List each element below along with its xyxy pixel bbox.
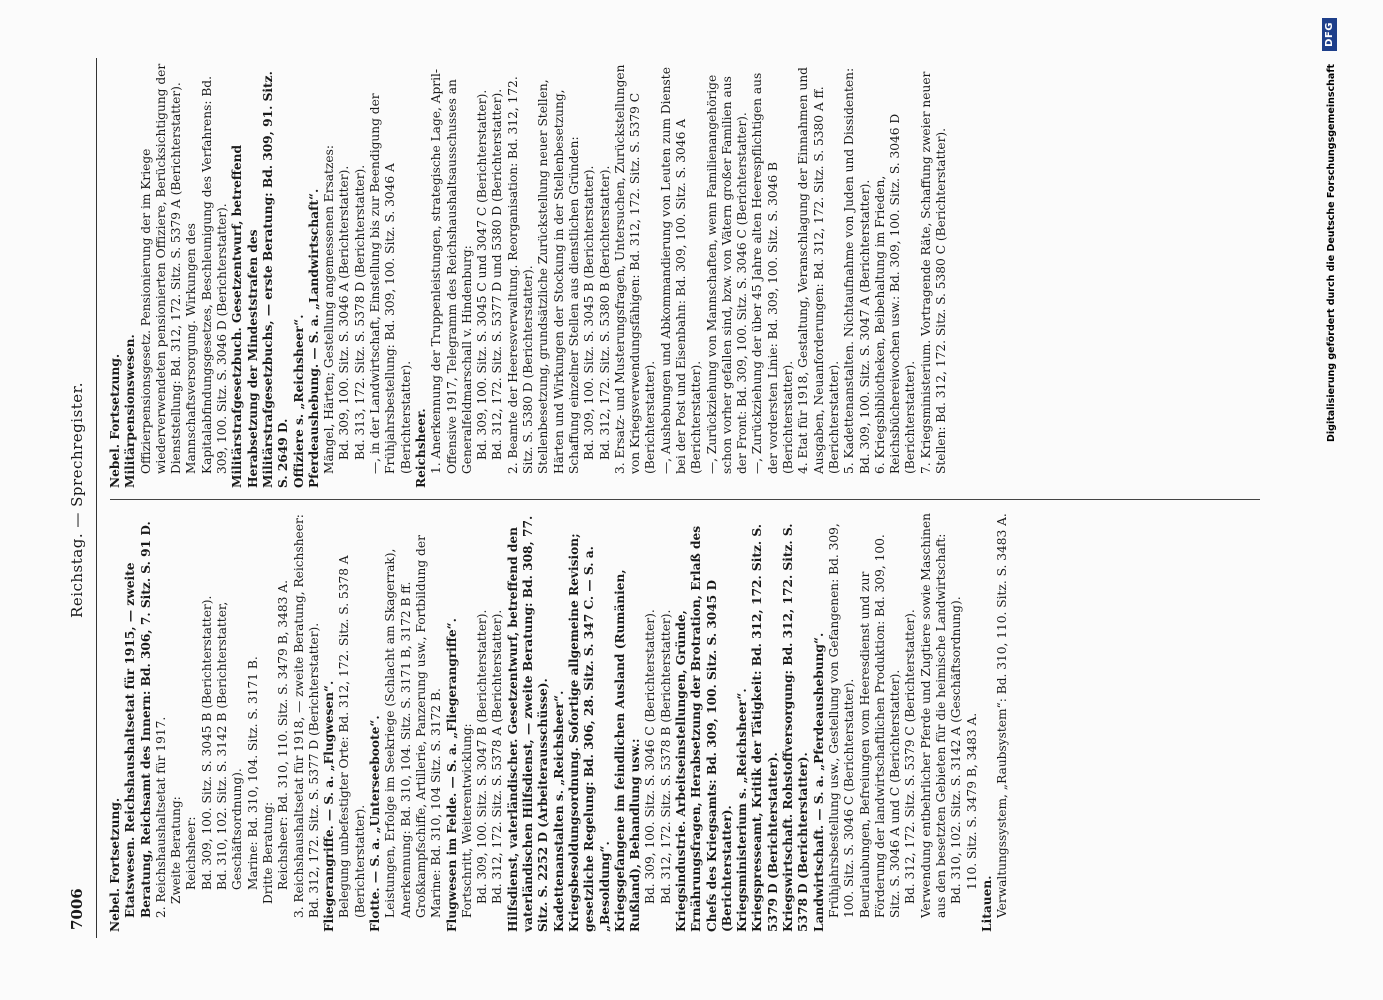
register-entry: Belegung unbefestigter Orte: Bd. 312, 172. Sitz. S. 5378 A (Berichterstatter). <box>337 555 367 918</box>
page-title: Reichstag. — Sprechregister. <box>68 382 86 618</box>
column-divider <box>110 499 1260 500</box>
register-entry: Frühjahrsbestellung usw., Gestellung von Gefangenen: Bd. 309, 100. Sitz. S. 3046 C (Berichterstatter). <box>826 523 857 918</box>
register-entry: Litauen. <box>979 875 994 932</box>
register-entry: Bd. 312, 172. Sitz. S. 5378 B (Berichterstatter). <box>658 609 673 904</box>
register-entry: Zweite Beratung: <box>169 796 184 904</box>
register-entry: Reichsheer. <box>413 408 428 488</box>
dfg-logo: DFG <box>1322 18 1337 51</box>
register-entry: 2. Beamte der Heeresverwaltung. Reorganisation: Bd. 312, 172. Sitz. S. 5380 D (Berichterstatter). <box>505 76 536 474</box>
register-entry: Kriegsbesoldungsordnung. Sofortige allgemeine Revision; gesetzliche Regelung: Bd. 306, 28. Sitz. S. 347 C. — S. a. „Besoldung“. <box>566 533 612 932</box>
register-entry: Nebel. Fortsetzung. <box>108 797 122 932</box>
register-entry: Bd. 309, 100. Sitz. S. 3045 B (Berichterstatter). <box>199 595 214 890</box>
register-entry: Marine: Bd. 310, 104. Sitz. S. 3171 B. <box>245 656 260 890</box>
page-header <box>60 0 100 1000</box>
register-entry: Flotte. — S. a. „Unterseeboote“. <box>368 715 383 932</box>
register-entry: Bd. 310, 102. Sitz. S. 3142 B (Berichterstatter, Geschäftsordnung). <box>215 601 245 890</box>
register-entry: 7. Kriegsministerium. Vortragende Räte, Schaffung zweier neuer Stellen: Bd. 312, 172. Sitz. S. 5380 C (Berichterstatter). <box>918 71 949 474</box>
register-entry: Fortschritt, Weiterentwicklung: <box>459 723 474 918</box>
register-entry: Hilfsdienst, vaterländischer. Gesetzentwurf, betreffend den vaterländischen Hilfsdienst, — zweite Beratung: Bd. 308, 77. Sitz. S. 2252 D (Arbeiterausschüsse). <box>505 515 551 932</box>
register-entry: 110. Sitz. S. 3479 B, 3483 A. <box>964 712 979 890</box>
register-entry: Bd. 312, 172. Sitz. S. 5380 B (Berichterstatter). <box>597 165 612 460</box>
register-entry: Kriegsgefangene im feindlichen Ausland (Rumänien, Rußland), Behandlung usw.: <box>612 569 643 932</box>
header-rule <box>96 58 97 938</box>
register-entry: Beurlaubungen, Befreiungen vom Heeresdienst und zur Förderung der landwirtschaftlichen Produktion: Bd. 309, 100. Sitz. S. 3046 A und C (Berichterstatter). <box>857 534 903 918</box>
register-entry: Kriegswirtschaft. Rohstoffversorgung: Bd. 312, 172. Sitz. S. 5378 D (Berichterstatter). <box>781 523 811 932</box>
register-entry: —, Aushebungen und Abkommandierung von Leuten zum Dienste bei der Post und Eisenbahn: Bd. 309, 100. Sitz. S. 3046 A (Berichterstatter). <box>658 67 704 474</box>
register-entry: 3. Ersatz- und Musterungsfragen, Untersuchen, Zurückstellungen von Kriegsverwendungsfähigen: Bd. 312, 172. Sitz. S. 5379 C (Berichterstatter). <box>612 64 658 474</box>
register-entry: Offiziere s. „Reichsheer“. <box>291 314 306 488</box>
register-entry: Bd. 309, 100. Sitz. S. 3045 B (Berichterstatter). <box>582 165 597 460</box>
register-entry: 2. Reichshaushaltsetat für 1917. <box>153 716 168 918</box>
register-entry: Stellenbesetzung, grundsätzliche Zurückstellung neuer Stellen, Härten und Wirkungen der Stockung in der Stellenbesetzung, Schaffung einzelner Stellen aus dienstlichen Gründen: <box>536 79 581 474</box>
register-entry: Reichsheer: <box>184 816 199 890</box>
register-entry: Dritte Beratung: <box>260 801 275 904</box>
register-entry: Landwirtschaft. — S. a. „Pferdeaushebung“. <box>811 632 826 932</box>
register-entry: Militärstrafgesetzbuch. Gesetzentwurf, betreffend Herabsetzung der Mindeststrafen des Militärstrafgesetzbuchs, — erste Beratung: Bd. 309, 91. Sitz. S. 2649 D. <box>230 71 291 488</box>
register-entry: Bd. 312, 172. Sitz. S. 5378 A (Berichterstatter). <box>490 609 505 904</box>
register-entry: Fliegerangriffe. — S. a. „Flugwesen“. <box>322 680 337 932</box>
register-entry: —, in der Landwirtschaft, Einstellung bis zur Beendigung der Frühjahrsbestellung: Bd. 309, 100. Sitz. S. 3046 A (Berichterstatter). <box>368 93 413 474</box>
register-entry: Militärpensionswesen. <box>123 334 138 488</box>
register-entry: Kadettenanstalten s. „Reichsheer“. <box>551 690 566 932</box>
register-entry: Bd. 309, 100. Sitz. S. 3046 A (Berichterstatter). <box>337 165 352 460</box>
register-entry: Leistungen, Erfolge im Seekriege (Schlacht am Skagerrak), Anerkennung: Bd. 310, 104. Sitz. S. 3171 B, 3172 B ff. <box>383 548 413 918</box>
register-entry: —, Zurückziehung von Mannschaften, wenn Familienangehörige schon vorher gefallen sind, bzw. von Vätern großer Familien aus der Front: Bd. 309, 100. Sitz. S. 3046 C (Berichterstatter). <box>704 74 750 474</box>
register-entry: Offizierpensionsgesetz. Pensionierung der im Kriege wiederverwendeten pensionierten Offiziere, Berücksichtigung der Dienststellung: Bd. 312, 172. Sitz. S. 5379 A (Berichterstatter). <box>138 63 184 474</box>
register-entry: Bd. 309, 100. Sitz. S. 3045 C und 3047 C (Berichterstatter). <box>475 89 490 460</box>
left-column <box>108 507 1011 932</box>
register-entry: Pferdeaushebung. — S. a. „Landwirtschaft“. <box>306 188 321 488</box>
register-entry: Bd. 312, 172. Sitz. S. 5379 C (Berichterstatter). <box>903 609 918 904</box>
register-entry: Nebel. Fortsetzung. <box>108 353 122 488</box>
register-entry: Kriegspresseamt, Kritik der Tätigkeit: Bd. 312, 172. Sitz. S. 5379 D (Berichterstatter). <box>750 523 780 932</box>
register-entry: Bd. 310, 102. Sitz. S. 3142 A (Geschäftsordnung). <box>949 596 964 904</box>
page-footer <box>1320 0 1370 1000</box>
register-entry: 3. Reichshaushaltsetat für 1918, — zweite Beratung, Reichsheer: Bd. 312, 172. Sitz. S. 5377 D (Berichterstatter). <box>291 514 321 918</box>
register-entry: Etatswesen. Reichshaushaltsetat für 1915, — zweite Beratung, Reichsamt des Innern: Bd. 306, 7. Sitz. S. 91 D. <box>123 521 153 918</box>
page-number: 7006 <box>68 888 86 930</box>
digitization-credit: Digitalisierung gefördert durch die Deutsche Forschungsgemeinschaft <box>1326 64 1337 442</box>
register-entry: 1. Anerkennung der Truppenleistungen, strategische Lage, April-Offensive 1917, Telegramm des Reichshaushaltsausschusses an Generalfeldmarschall v. Hindenburg: <box>429 68 474 474</box>
register-entry: Mannschaftsversorgung. Wirkungen des Kapitalabfindungsgesetzes, Beschleunigung des Verfahrens: Bd. 309, 100. Sitz. S. 3046 D (Berichterstatter). <box>184 76 230 474</box>
register-entry: Bd. 309, 100. Sitz. S. 3047 B (Berichterstatter). <box>475 609 490 904</box>
register-entry: Verwendung entbehrlicher Pferde und Zugtiere sowie Maschinen aus den besetzten Gebieten für die heimische Landwirtschaft: <box>918 513 949 918</box>
register-entry: Großkampfschiffe, Artillerie, Panzerung usw., Fortbildung der Marine: Bd. 310, 104 Sitz. S. 3172 B. <box>413 535 444 918</box>
register-entry: Bd. 313, 172. Sitz. S. 5378 D (Berichterstatter). <box>352 164 367 460</box>
register-entry: —, Zurückziehung der über 45 Jahre alten Heerespflichtigen aus der vordersten Linie: Bd. 309, 100. Sitz. S. 3046 B (Berichterstatter). <box>750 72 796 474</box>
register-entry: Bd. 312, 172. Sitz. S. 5377 D und 5380 D (Berichterstatter). <box>490 88 505 460</box>
register-entry: 6. Kriegsbibliotheken, Beibehaltung im Frieden, Reichsbüchereiwochen usw.: Bd. 309, 100. Sitz. S. 3046 D (Berichterstatter). <box>872 113 918 474</box>
register-entry: Kriegsministerium s. „Reichsheer“. <box>735 688 750 932</box>
register-entry: Mängel, Härten; Gestellung angemessenen Ersatzes: <box>322 145 337 474</box>
register-entry: 5. Kadettenanstalten. Nichtaufnahme von Juden und Dissidenten: Bd. 309, 100. Sitz. S. 3047 A (Berichterstatter). <box>842 67 872 474</box>
register-entry: Verwaltungssystem, „Raubsystem“: Bd. 310, 110. Sitz. S. 3483 A. <box>995 513 1010 918</box>
register-entry: 4. Etat für 1918, Gestaltung, Veranschlagung der Einnahmen und Ausgaben, Neuanforderungen: Bd. 312, 172. Sitz. S. 5380 A ff. (Berichterstatter). <box>796 67 841 474</box>
register-entry: Reichsheer: Bd. 310, 110. Sitz. S. 3479 B, 3483 A. <box>276 580 291 890</box>
register-entry: Flugwesen im Felde. — S. a. „Fliegerangriffe“. <box>444 618 459 932</box>
right-column <box>108 58 949 488</box>
register-entry: Kriegsindustrie. Arbeitseinstellungen, Gründe, Ernährungsfragen, Herabsetzung der Brotration, Erlaß des Chefs des Kriegsamts: Bd. 309, 100. Sitz. S. 3045 D (Berichterstatter). <box>673 525 734 932</box>
register-entry: Bd. 309, 100. Sitz. S. 3046 C (Berichterstatter). <box>643 609 658 904</box>
